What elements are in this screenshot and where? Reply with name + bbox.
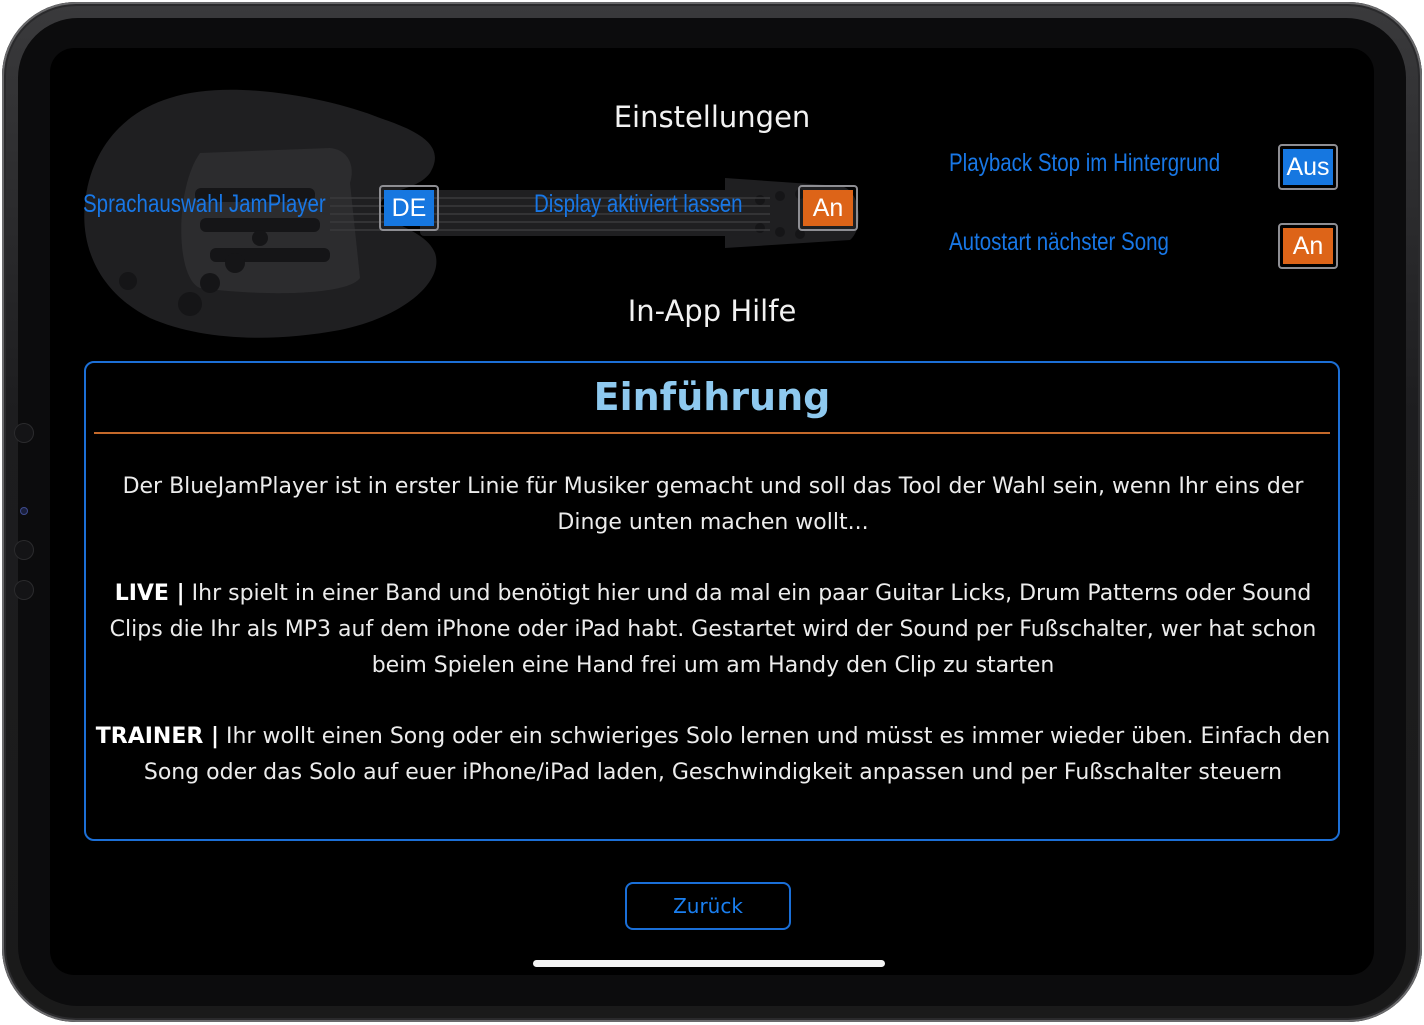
side-button-top — [14, 423, 34, 443]
heading-divider — [94, 432, 1330, 434]
autostart-toggle-button[interactable] — [1278, 223, 1338, 269]
language-toggle-button[interactable] — [379, 185, 439, 231]
app-screen — [50, 48, 1374, 975]
home-indicator[interactable] — [533, 960, 885, 967]
trainer-label: TRAINER | — [95, 724, 219, 749]
trainer-text: Ihr wollt einen Song oder ein schwieriges Solo lernen und müsst es immer wieder üben. Einfach den Song oder das Solo auf euer iPhone/iPad laden, Geschwindigkeit anpassen und per Fußschalter steuern — [143, 724, 1331, 785]
settings-title: Einstellungen — [613, 100, 811, 134]
help-live-paragraph — [94, 576, 1332, 684]
camera-lens — [20, 507, 28, 515]
autostart-toggle-value: An — [1283, 228, 1333, 264]
display-toggle-button[interactable] — [798, 185, 858, 231]
autostart-setting-label: Autostart nächster Song — [949, 228, 1169, 256]
help-trainer-paragraph — [94, 719, 1332, 791]
side-button-bottom — [14, 580, 34, 600]
display-toggle-value: An — [803, 190, 853, 226]
display-setting-label: Display aktiviert lassen — [534, 190, 743, 218]
playback-stop-setting-label: Playback Stop im Hintergrund — [949, 149, 1221, 177]
help-heading: Einführung — [593, 375, 831, 419]
help-text — [94, 469, 1332, 826]
side-button-middle — [14, 540, 34, 560]
help-title: In-App Hilfe — [627, 294, 797, 328]
playback-stop-toggle-value: Aus — [1283, 149, 1333, 185]
playback-stop-toggle-button[interactable] — [1278, 144, 1338, 190]
back-button[interactable]: Zurück — [625, 882, 791, 930]
live-label: LIVE | — [114, 581, 185, 606]
help-intro-paragraph: Der BlueJamPlayer ist in erster Linie für Musiker gemacht und soll das Tool der Wahl sein, wenn Ihr eins der Dinge unten machen wollt... — [122, 474, 1304, 535]
help-panel[interactable] — [84, 361, 1340, 841]
language-setting-label: Sprachauswahl JamPlayer — [83, 190, 326, 218]
language-toggle-value: DE — [384, 190, 434, 226]
live-text: Ihr spielt in einer Band und benötigt hier und da mal ein paar Guitar Licks, Drum Patterns oder Sound Clips die Ihr als MP3 auf dem iPhone oder iPad habt. Gestartet wird der Sound per Fußschalter, wer hat schon beim Spielen eine Hand frei um am Handy den Clip zu starten — [109, 581, 1317, 678]
